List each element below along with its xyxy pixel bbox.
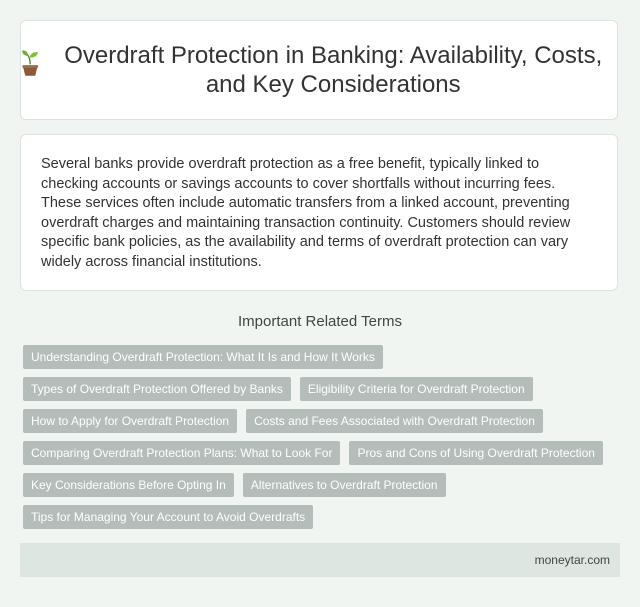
seedling-icon — [21, 43, 39, 83]
related-term-tag[interactable]: How to Apply for Overdraft Protection — [23, 409, 237, 433]
related-terms-heading: Important Related Terms — [238, 313, 402, 330]
related-term-tag[interactable]: Pros and Cons of Using Overdraft Protection — [349, 441, 602, 465]
related-term-tag[interactable]: Understanding Overdraft Protection: What It Is and How It Works — [23, 345, 383, 369]
related-term-tag[interactable]: Key Considerations Before Opting In — [23, 473, 234, 497]
title-card — [20, 20, 618, 120]
related-term-tag[interactable]: Costs and Fees Associated with Overdraft Protection — [246, 409, 543, 433]
related-term-tag[interactable]: Types of Overdraft Protection Offered by Banks — [23, 377, 291, 401]
title-row — [21, 41, 617, 99]
footer-site-link[interactable]: moneytar.com — [534, 553, 610, 567]
related-term-tag[interactable]: Alternatives to Overdraft Protection — [243, 473, 446, 497]
description-text: Several banks provide overdraft protection as a free benefit, typically linked to checking accounts or savings accounts to cover shortfalls without incurring fees. These services often include automatic transfers from a linked account, preventing overdraft charges and maintaining transaction continuity. Customers should review specific bank policies, as the availability and terms of overdraft protection can vary widely across financial institutions. — [41, 156, 571, 270]
related-terms-list — [23, 345, 623, 529]
description-card — [20, 134, 618, 291]
related-term-tag[interactable]: Tips for Managing Your Account to Avoid Overdrafts — [23, 505, 313, 529]
footer — [20, 543, 620, 577]
related-term-tag[interactable]: Comparing Overdraft Protection Plans: What to Look For — [23, 441, 340, 465]
related-term-tag[interactable]: Eligibility Criteria for Overdraft Protection — [300, 377, 533, 401]
page-title: Overdraft Protection in Banking: Availability, Costs, and Key Considerations — [64, 42, 603, 98]
